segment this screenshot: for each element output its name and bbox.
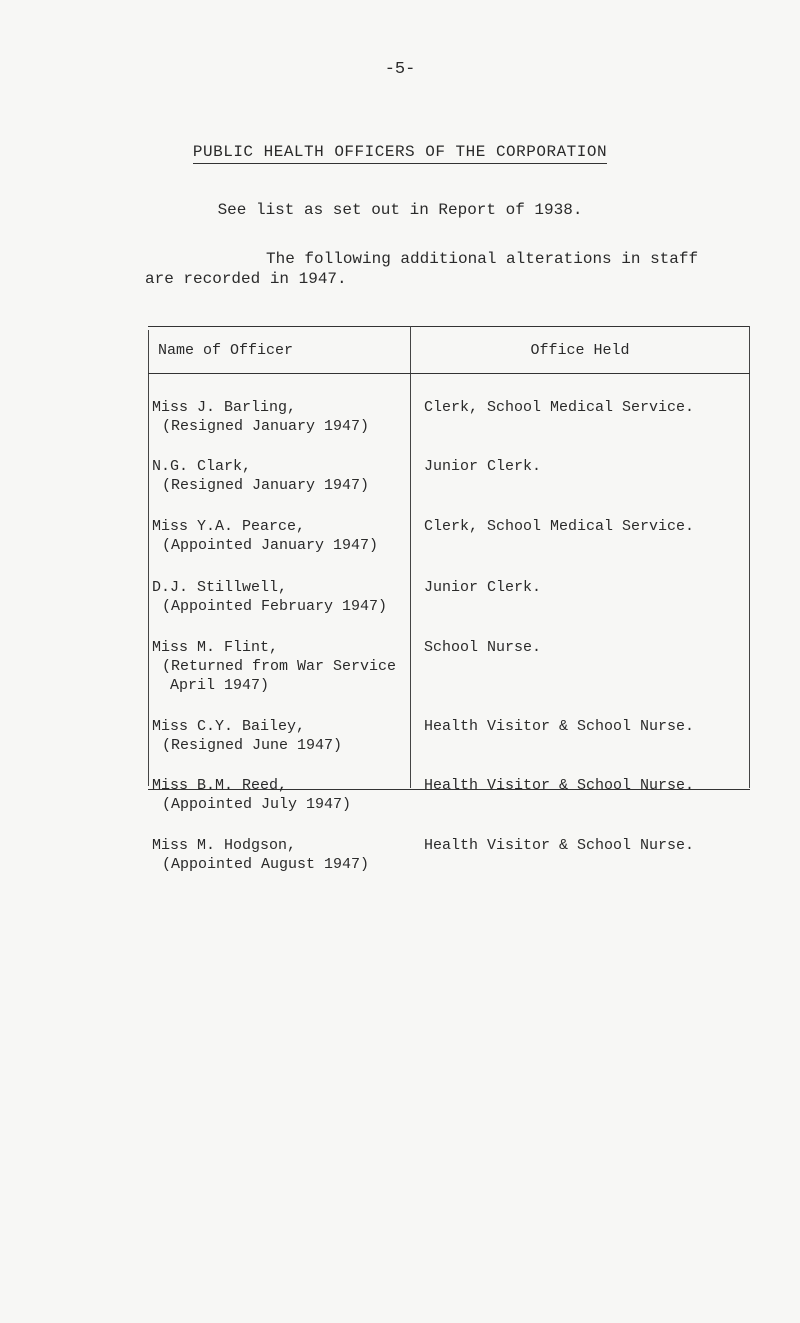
officer-detail: (Resigned January 1947) [162, 477, 370, 494]
officer-name: Miss J. Barling, [152, 399, 297, 416]
officer-detail: (Appointed July 1947) [162, 796, 352, 813]
officer-name: Miss M. Hodgson, [152, 837, 297, 854]
officer-name-cell [152, 398, 408, 436]
table-left-border [148, 330, 149, 786]
office-held: Health Visitor & School Nurse. [424, 777, 695, 794]
officer-name-cell [152, 457, 408, 495]
officer-name: Miss C.Y. Bailey, [152, 718, 306, 735]
office-held: Junior Clerk. [424, 458, 542, 475]
office-held: School Nurse. [424, 639, 542, 656]
intro-line-2a: The following additional alterations in staff [266, 250, 699, 268]
officer-detail: (Resigned June 1947) [162, 737, 343, 754]
officer-detail: (Appointed February 1947) [162, 598, 388, 615]
office-held: Clerk, School Medical Service. [424, 518, 695, 535]
officer-name: N.G. Clark, [152, 458, 252, 475]
officer-name-cell [152, 517, 408, 555]
column-header-name: Name of Officer [158, 342, 294, 359]
office-held: Junior Clerk. [424, 579, 542, 596]
office-held: Clerk, School Medical Service. [424, 399, 695, 416]
office-held: Health Visitor & School Nurse. [424, 837, 695, 854]
officer-name-cell [152, 638, 408, 695]
officer-detail-continued: April 1947) [170, 677, 270, 694]
officer-name: Miss Y.A. Pearce, [152, 518, 306, 535]
column-header-office: Office Held [530, 342, 630, 359]
table-right-border [749, 326, 750, 788]
officer-name: D.J. Stillwell, [152, 579, 288, 596]
officer-detail: (Resigned January 1947) [162, 418, 370, 435]
table-header-separator [148, 373, 750, 374]
intro-line-2b: are recorded in 1947. [145, 270, 347, 288]
page-title [0, 143, 800, 161]
officer-name-cell [152, 578, 408, 616]
page-title-text: PUBLIC HEALTH OFFICERS OF THE CORPORATION [193, 143, 607, 164]
officer-detail: (Returned from War Service [162, 658, 397, 675]
officer-name-cell [152, 717, 408, 755]
officer-name: Miss M. Flint, [152, 639, 279, 656]
officer-name: Miss B.M. Reed, [152, 777, 288, 794]
officer-name-cell [152, 836, 408, 874]
officer-name-cell [152, 776, 408, 814]
page-number: -5- [384, 60, 416, 79]
officer-detail: (Appointed August 1947) [162, 856, 370, 873]
office-held: Health Visitor & School Nurse. [424, 718, 695, 735]
intro-line-1: See list as set out in Report of 1938. [217, 201, 583, 219]
table-column-divider [410, 326, 411, 788]
officer-detail: (Appointed January 1947) [162, 537, 379, 554]
